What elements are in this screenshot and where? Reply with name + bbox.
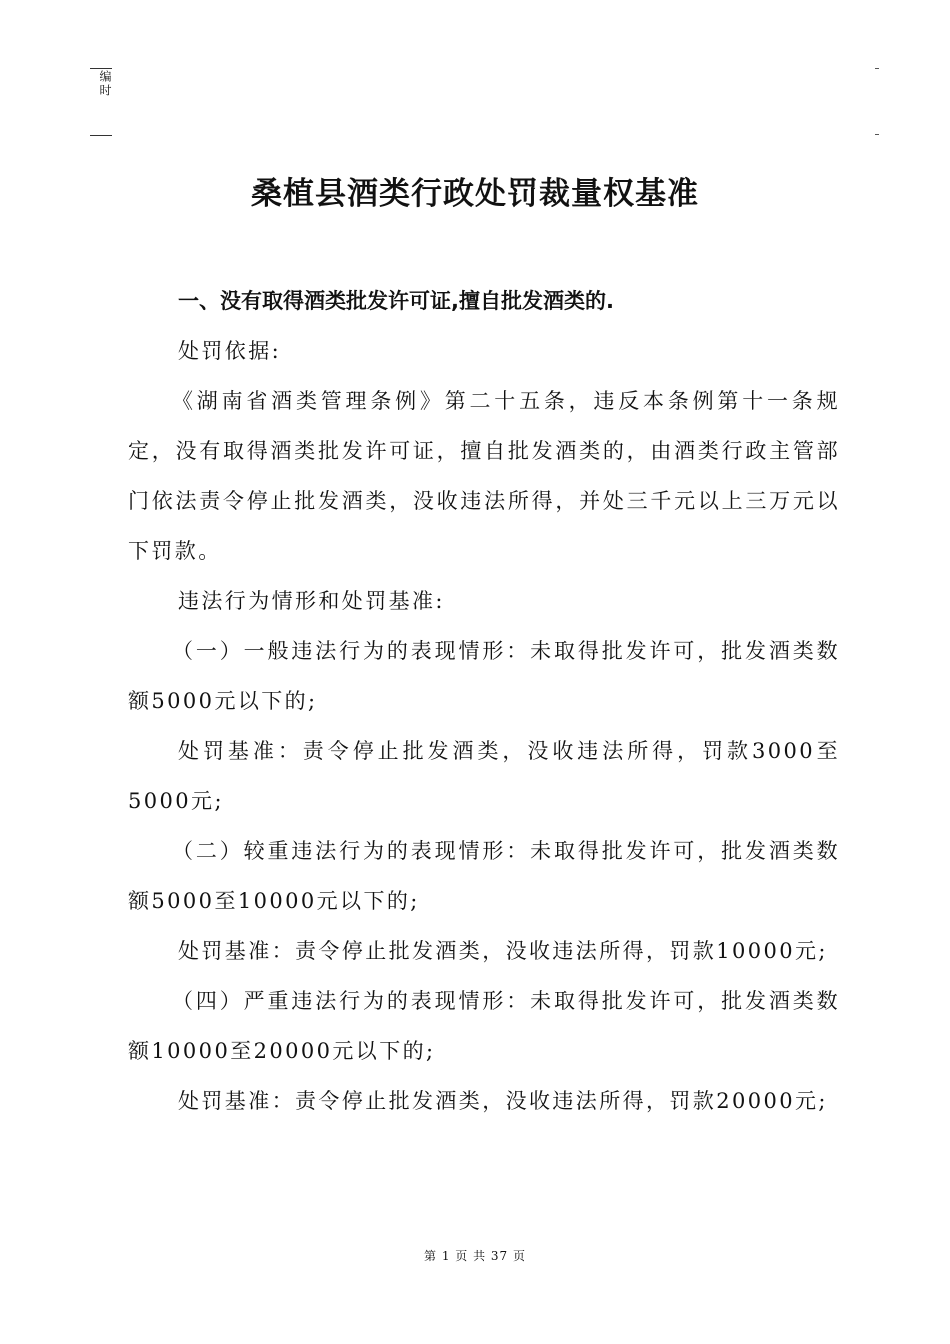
- page-title: 桑植县酒类行政处罚裁量权基准: [251, 176, 699, 212]
- penalty-severe: 处罚基准：责令停止批发酒类，没收违法所得，罚款20000元;: [178, 1089, 828, 1113]
- penalty-serious: 处罚基准：责令停止批发酒类，没收违法所得，罚款10000元;: [178, 939, 828, 963]
- basis-label: 处罚依据:: [178, 339, 282, 363]
- corner-tick-top-right: [875, 68, 879, 69]
- standard-label: 违法行为情形和处罚基准:: [178, 589, 445, 613]
- basis-text: 《湖南省酒类管理条例》第二十五条，违反本条例第十一条规定，没有取得酒类批发许可证，擅自批发酒类的，由酒类行政主管部门依法责令停止批发酒类，没收违法所得，并处三千元以上三万元以下罚款。: [128, 389, 840, 563]
- case-general: （一）一般违法行为的表现情形：未取得批发许可，批发酒类数额5000元以下的;: [128, 639, 840, 713]
- page-footer: 第 1 页 共 37 页: [424, 1249, 526, 1263]
- case-serious: （二）较重违法行为的表现情形：未取得批发许可，批发酒类数额5000至10000元以下的;: [128, 839, 840, 913]
- case-severe: （四）严重违法行为的表现情形：未取得批发许可，批发酒类数额10000至20000元以下的;: [128, 989, 840, 1063]
- corner-tick-bottom-right: [875, 134, 879, 135]
- section-heading: 一、没有取得酒类批发许可证,擅自批发酒类的.: [178, 289, 614, 313]
- document-body: [128, 276, 840, 1126]
- penalty-general: 处罚基准：责令停止批发酒类，没收违法所得，罚款3000至5000元;: [128, 739, 840, 813]
- margin-note: 编时: [98, 70, 112, 98]
- corner-line-bottom-left: [90, 135, 112, 136]
- corner-line-top-left: [90, 68, 112, 69]
